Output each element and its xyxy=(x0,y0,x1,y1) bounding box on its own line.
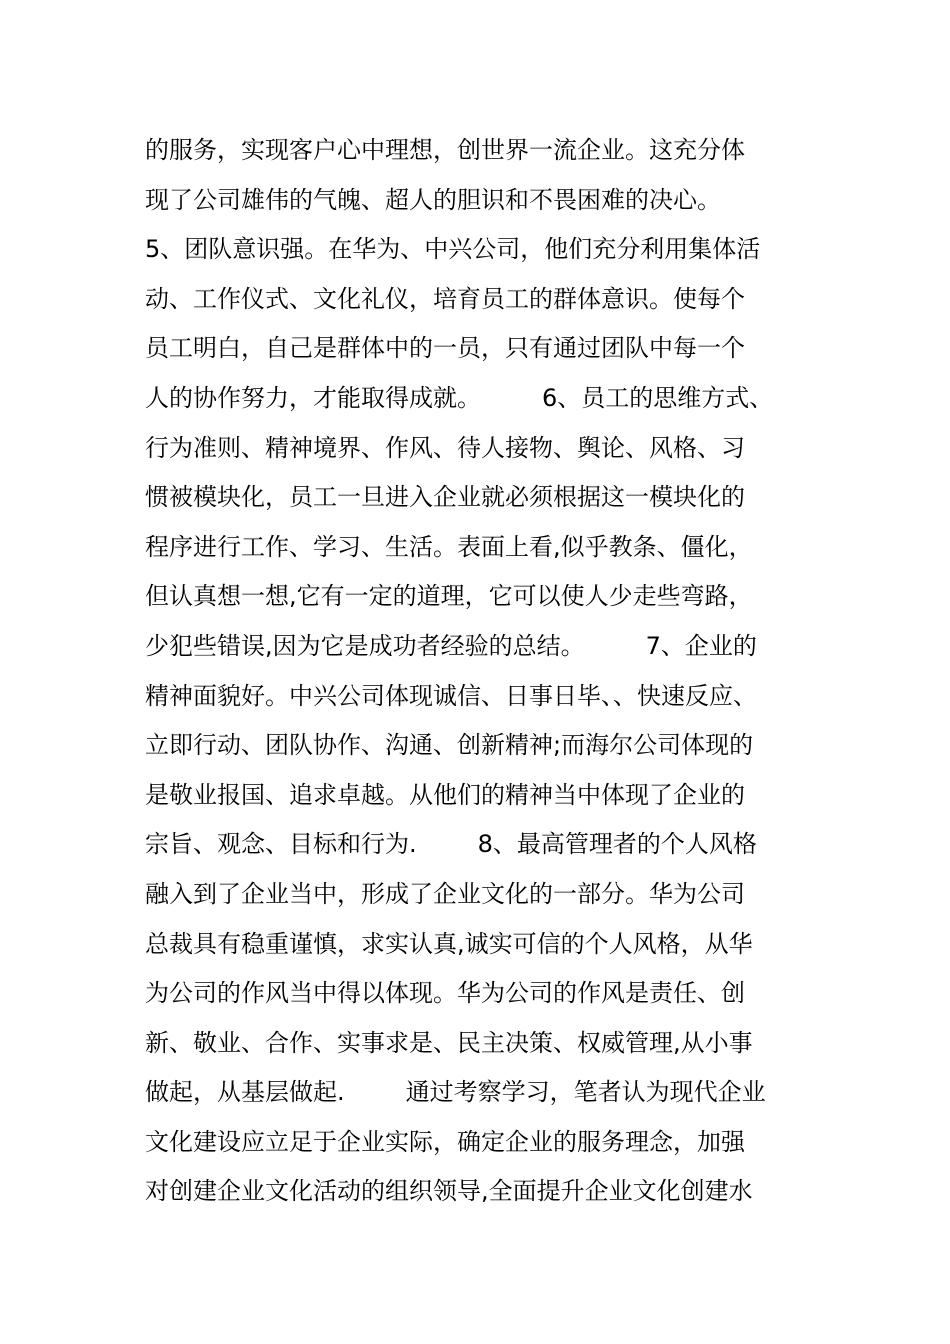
text-line: 现了公司雄伟的气魄、超人的胆识和不畏困难的决心。 xyxy=(145,185,721,214)
text-line: 是敬业报国、追求卓越。从他们的精神当中体现了企业的 xyxy=(145,780,745,809)
text-line: 总裁具有稳重谨慎，求实认真,诚实可信的个人风格，从华 xyxy=(145,929,753,958)
text-line: 5、团队意识强。在华为、中兴公司，他们充分利用集体活 xyxy=(145,235,761,264)
text-line: 立即行动、团队协作、沟通、创新精神;而海尔公司体现的 xyxy=(145,731,754,760)
text-line: 精神面貌好。中兴公司体现诚信、日事日毕、、快速反应、 xyxy=(145,681,757,710)
text-line: 为公司的作风当中得以体现。华为公司的作风是责任、创 xyxy=(145,979,745,1008)
text-line: 的服务，实现客户心中理想，创世界一流企业。这充分体 xyxy=(145,136,745,164)
text-line: 少犯些错误,因为它是成功者经验的总结。 7、企业的 xyxy=(145,631,757,660)
text-line: 行为准则、精神境界、作风、待人接物、舆论、风格、习 xyxy=(145,433,745,462)
text-line: 程序进行工作、学习、生活。表面上看,似乎教条、僵化， xyxy=(145,532,753,561)
text-line: 对创建企业文化活动的组织领导,全面提升企业文化创建水 xyxy=(145,1177,753,1206)
text-line: 文化建设应立足于企业实际，确定企业的服务理念，加强 xyxy=(145,1127,745,1156)
text-line: 动、工作仪式、文化礼仪，培育员工的群体意识。使每个 xyxy=(145,284,745,313)
text-line: 做起，从基层做起. 通过考察学习，笔者认为现代企业 xyxy=(145,1078,766,1107)
body-text xyxy=(145,126,825,1217)
text-line: 但认真想一想,它有一定的道理，它可以使人少走些弯路， xyxy=(145,582,753,611)
text-line: 人的协作努力，才能取得成就。 6、员工的思维方式、 xyxy=(145,383,774,412)
text-line: 惯被模块化，员工一旦进入企业就必须根据这一模块化的 xyxy=(145,483,745,512)
text-line: 宗旨、观念、目标和行为. 8、最高管理者的个人风格 xyxy=(145,830,757,859)
text-line: 新、敬业、合作、实事求是、民主决策、权威管理,从小事 xyxy=(145,1028,753,1057)
text-line: 融入到了企业当中，形成了企业文化的一部分。华为公司 xyxy=(145,879,745,908)
text-line: 员工明白，自己是群体中的一员，只有通过团队中每一个 xyxy=(145,334,745,363)
